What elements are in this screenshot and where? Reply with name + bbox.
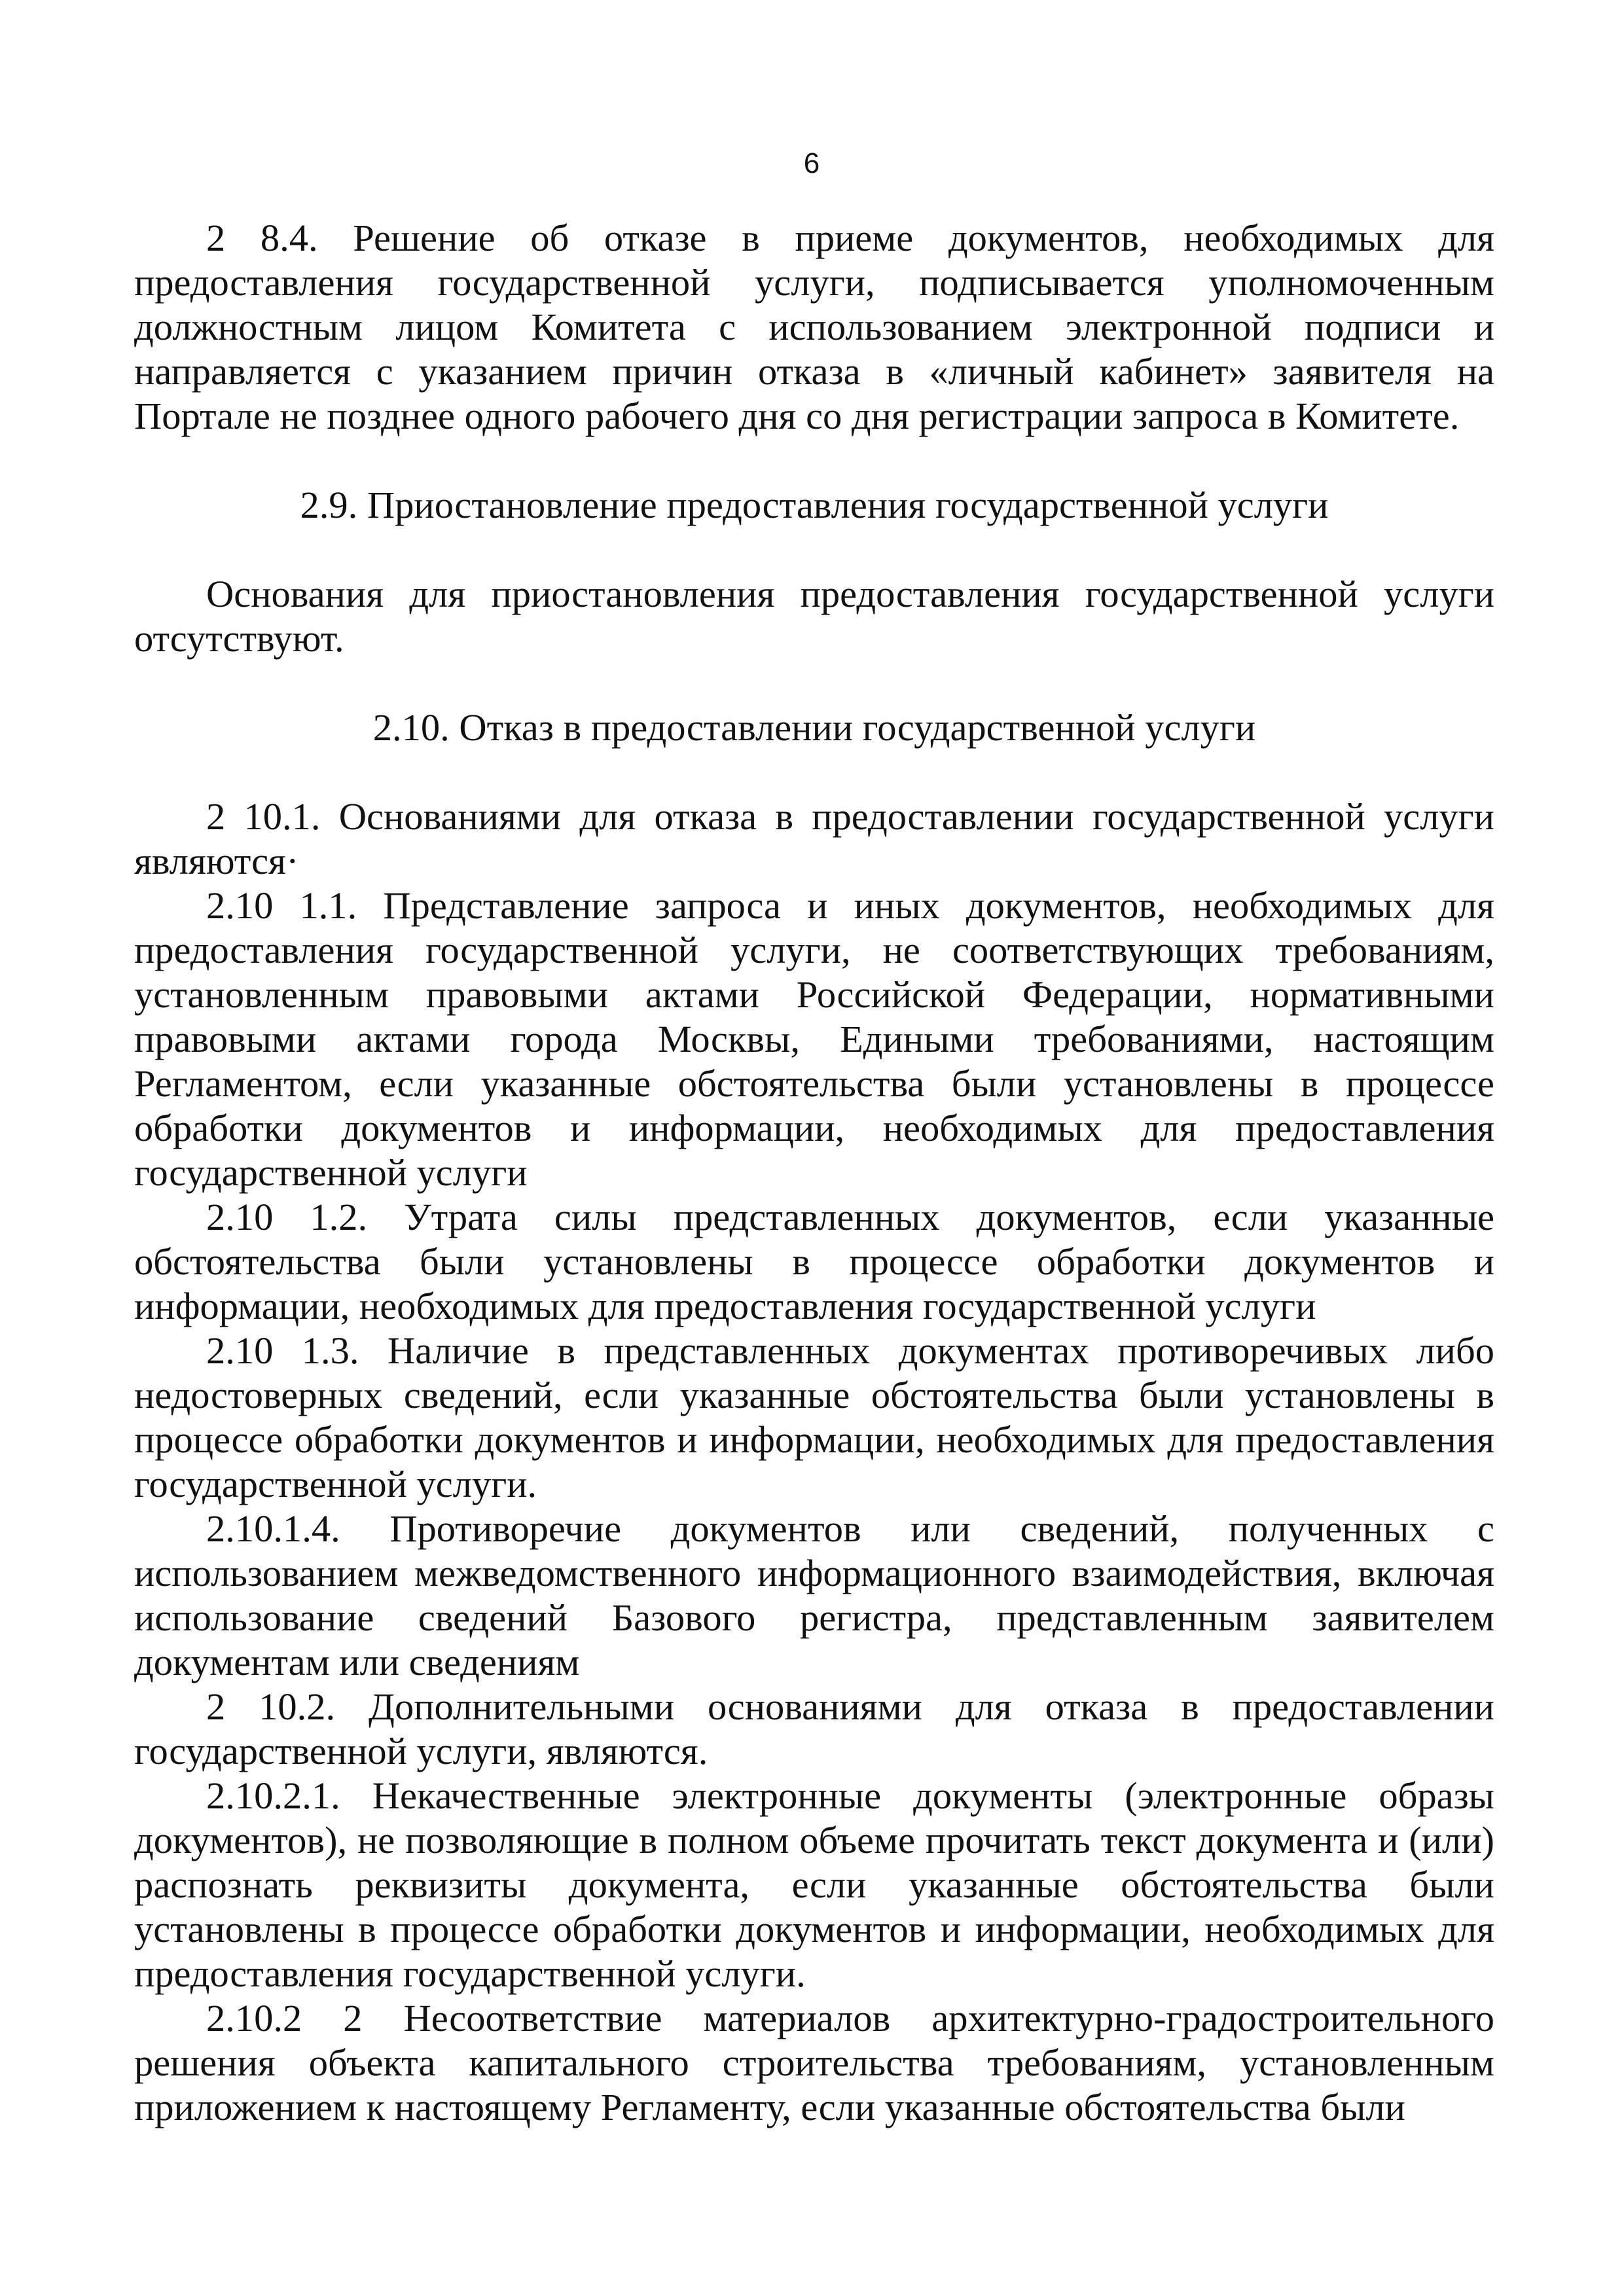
paragraph-2-9: Основания для приостановления предоставления государственной услуги отсутствуют. [134,573,1494,660]
paragraph-2-8-4: 2 8.4. Решение об отказе в приеме документов, необходимых для предоставления государственной услуги, подписывается уполномоченным должностным лицом Комитета с использованием электронной подписи и направляется с указанием причин отказа в «личный кабинет» заявителя на Портале не позднее одного рабочего дня со дня регистрации запроса в Комитете. [134,217,1494,437]
document-body [134,216,1494,2130]
page-number: 6 [803,147,820,179]
paragraph-2-10-1-1: 2.10 1.1. Представление запроса и иных документов, необходимых для предоставления государственной услуги, не соответствующих требованиям, установленным правовыми актами Российской Федерации, нормативными правовыми актами города Москвы, Едиными требованиями, настоящим Регламентом, если указанные обстоятельства были установлены в процессе обработки документов и информации, необходимых для предоставления государственной услуги [134,884,1494,1194]
paragraph-2-10-1-4: 2.10.1.4. Противоречие документов или сведений, полученных с использованием межведомственного информационного взаимодействия, включая использование сведений Базового регистра, представленным заявителем документам или сведениям [134,1507,1494,1683]
paragraph-2-10-2: 2 10.2. Дополнительными основаниями для отказа в предоставлении государственной услуги, являются. [134,1685,1494,1772]
section-heading-2-9: 2.9. Приостановление предоставления государственной услуги [300,484,1329,526]
paragraph-2-10-2-2: 2.10.2 2 Несоответствие материалов архитектурно-градостроительного решения объекта капитального строительства требованиям, установленным приложением к настоящему Регламенту, если указанные обстоятельства были [134,1997,1494,2128]
paragraph-2-10-1-2: 2.10 1.2. Утрата силы представленных документов, если указанные обстоятельства были установлены в процессе обработки документов и информации, необходимых для предоставления государственной услуги [134,1196,1494,1327]
section-heading-2-10: 2.10. Отказ в предоставлении государственной услуги [372,706,1256,749]
paragraph-2-10-2-1: 2.10.2.1. Некачественные электронные документы (электронные образы документов), не позволяющие в полном объеме прочитать текст документа и (или) распознать реквизиты документа, если указанные обстоятельства были установлены в процессе обработки документов и информации, необходимых для предоставления государственной услуги. [134,1774,1494,1995]
paragraph-2-10-1: 2 10.1. Основаниями для отказа в предоставлении государственной услуги являются· [134,795,1494,882]
paragraph-2-10-1-3: 2.10 1.3. Наличие в представленных документах противоречивых либо недостоверных сведений, если указанные обстоятельства были установлены в процессе обработки документов и информации, необходимых для предоставления государственной услуги. [134,1329,1494,1505]
